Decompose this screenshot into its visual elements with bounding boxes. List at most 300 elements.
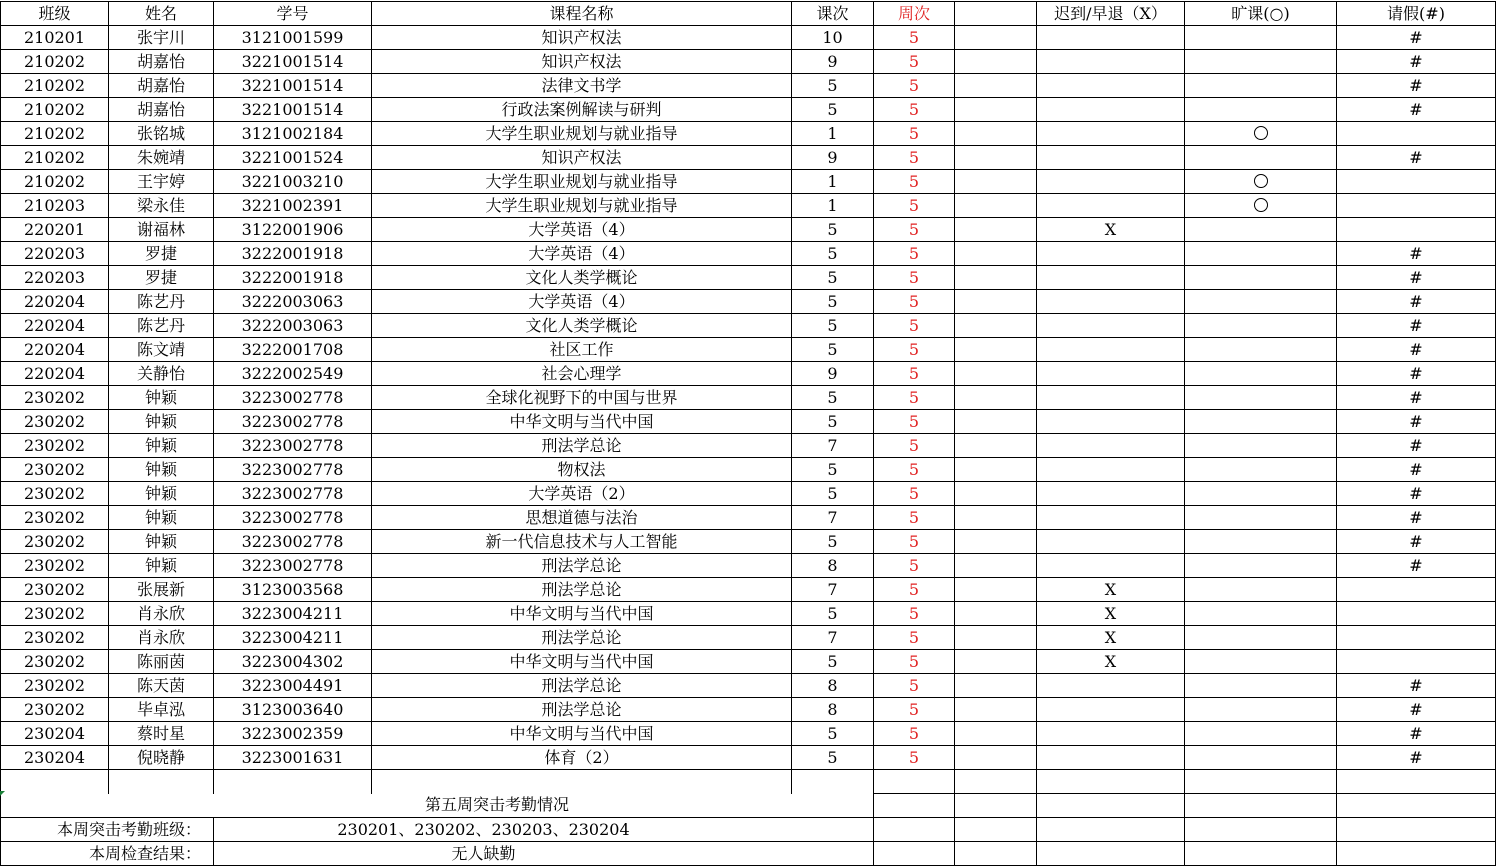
cell-late[interactable] bbox=[1037, 98, 1185, 122]
cell-student-id[interactable]: 3221002391 bbox=[214, 194, 372, 218]
table-cell[interactable] bbox=[1037, 770, 1185, 794]
table-cell[interactable] bbox=[1185, 842, 1337, 866]
cell-blank[interactable] bbox=[955, 146, 1037, 170]
cell-course[interactable]: 中华文明与当代中国 bbox=[372, 410, 792, 434]
header-late[interactable]: 迟到/早退（X） bbox=[1037, 2, 1185, 26]
cell-week[interactable]: 5 bbox=[874, 26, 955, 50]
cell-absent[interactable] bbox=[1185, 386, 1337, 410]
cell-student-id[interactable]: 3122001906 bbox=[214, 218, 372, 242]
cell-late[interactable] bbox=[1037, 458, 1185, 482]
table-cell[interactable] bbox=[1337, 842, 1496, 866]
cell-name[interactable]: 陈丽茵 bbox=[109, 650, 214, 674]
summary-title[interactable]: 第五周突击考勤情况 bbox=[1, 794, 874, 818]
cell-name[interactable]: 钟颖 bbox=[109, 482, 214, 506]
cell-week[interactable]: 5 bbox=[874, 746, 955, 770]
cell-session[interactable]: 8 bbox=[792, 674, 874, 698]
cell-leave[interactable]: # bbox=[1337, 554, 1496, 578]
cell-week[interactable]: 5 bbox=[874, 674, 955, 698]
cell-absent[interactable] bbox=[1185, 362, 1337, 386]
cell-student-id[interactable]: 3222002549 bbox=[214, 362, 372, 386]
cell-name[interactable]: 张宇川 bbox=[109, 26, 214, 50]
cell-absent[interactable] bbox=[1185, 746, 1337, 770]
cell-late[interactable] bbox=[1037, 122, 1185, 146]
cell-absent[interactable] bbox=[1185, 146, 1337, 170]
cell-absent[interactable] bbox=[1185, 434, 1337, 458]
cell-course[interactable]: 大学英语（2） bbox=[372, 482, 792, 506]
table-cell[interactable] bbox=[1, 770, 109, 794]
cell-class[interactable]: 230202 bbox=[1, 386, 109, 410]
cell-blank[interactable] bbox=[955, 218, 1037, 242]
cell-leave[interactable]: # bbox=[1337, 266, 1496, 290]
cell-name[interactable]: 钟颖 bbox=[109, 386, 214, 410]
table-cell[interactable] bbox=[1037, 842, 1185, 866]
cell-late[interactable] bbox=[1037, 194, 1185, 218]
header-blank[interactable] bbox=[955, 2, 1037, 26]
cell-class[interactable]: 220204 bbox=[1, 362, 109, 386]
cell-student-id[interactable]: 3223002359 bbox=[214, 722, 372, 746]
table-cell[interactable] bbox=[792, 770, 874, 794]
cell-late[interactable] bbox=[1037, 674, 1185, 698]
cell-student-id[interactable]: 3121001599 bbox=[214, 26, 372, 50]
cell-week[interactable]: 5 bbox=[874, 314, 955, 338]
cell-course[interactable]: 知识产权法 bbox=[372, 146, 792, 170]
cell-course[interactable]: 刑法学总论 bbox=[372, 578, 792, 602]
cell-week[interactable]: 5 bbox=[874, 218, 955, 242]
cell-late[interactable] bbox=[1037, 146, 1185, 170]
cell-leave[interactable]: # bbox=[1337, 506, 1496, 530]
cell-student-id[interactable]: 3223004491 bbox=[214, 674, 372, 698]
cell-blank[interactable] bbox=[955, 530, 1037, 554]
cell-week[interactable]: 5 bbox=[874, 194, 955, 218]
cell-class[interactable]: 230202 bbox=[1, 458, 109, 482]
cell-session[interactable]: 7 bbox=[792, 626, 874, 650]
cell-course[interactable]: 法律文书学 bbox=[372, 74, 792, 98]
cell-week[interactable]: 5 bbox=[874, 722, 955, 746]
cell-class[interactable]: 220203 bbox=[1, 242, 109, 266]
cell-class[interactable]: 230202 bbox=[1, 482, 109, 506]
cell-week[interactable]: 5 bbox=[874, 74, 955, 98]
cell-name[interactable]: 倪晓静 bbox=[109, 746, 214, 770]
cell-class[interactable]: 210202 bbox=[1, 146, 109, 170]
cell-student-id[interactable]: 3223002778 bbox=[214, 482, 372, 506]
table-cell[interactable] bbox=[874, 842, 955, 866]
cell-blank[interactable] bbox=[955, 746, 1037, 770]
cell-absent[interactable] bbox=[1185, 410, 1337, 434]
cell-session[interactable]: 1 bbox=[792, 122, 874, 146]
cell-leave[interactable]: # bbox=[1337, 26, 1496, 50]
cell-week[interactable]: 5 bbox=[874, 266, 955, 290]
cell-class[interactable]: 230202 bbox=[1, 506, 109, 530]
cell-leave[interactable] bbox=[1337, 650, 1496, 674]
cell-course[interactable]: 中华文明与当代中国 bbox=[372, 722, 792, 746]
cell-absent[interactable] bbox=[1185, 578, 1337, 602]
summary-classes-value[interactable]: 230201、230202、230203、230204 bbox=[214, 818, 874, 842]
cell-week[interactable]: 5 bbox=[874, 458, 955, 482]
cell-leave[interactable]: # bbox=[1337, 362, 1496, 386]
cell-course[interactable]: 中华文明与当代中国 bbox=[372, 650, 792, 674]
cell-late[interactable] bbox=[1037, 386, 1185, 410]
cell-course[interactable]: 刑法学总论 bbox=[372, 674, 792, 698]
cell-name[interactable]: 梁永佳 bbox=[109, 194, 214, 218]
cell-blank[interactable] bbox=[955, 122, 1037, 146]
cell-blank[interactable] bbox=[955, 74, 1037, 98]
cell-blank[interactable] bbox=[955, 506, 1037, 530]
cell-student-id[interactable]: 3223002778 bbox=[214, 434, 372, 458]
cell-course[interactable]: 大学英语（4） bbox=[372, 218, 792, 242]
cell-blank[interactable] bbox=[955, 290, 1037, 314]
cell-leave[interactable] bbox=[1337, 626, 1496, 650]
cell-late[interactable] bbox=[1037, 482, 1185, 506]
cell-class[interactable]: 230202 bbox=[1, 626, 109, 650]
cell-absent[interactable] bbox=[1185, 674, 1337, 698]
cell-student-id[interactable]: 3223002778 bbox=[214, 410, 372, 434]
cell-blank[interactable] bbox=[955, 170, 1037, 194]
cell-session[interactable]: 5 bbox=[792, 74, 874, 98]
cell-name[interactable]: 罗捷 bbox=[109, 266, 214, 290]
cell-name[interactable]: 胡嘉怡 bbox=[109, 98, 214, 122]
table-cell[interactable] bbox=[955, 794, 1037, 818]
table-cell[interactable] bbox=[955, 770, 1037, 794]
summary-result-value[interactable]: 无人缺勤 bbox=[214, 842, 874, 866]
cell-leave[interactable]: # bbox=[1337, 290, 1496, 314]
cell-absent[interactable] bbox=[1185, 698, 1337, 722]
cell-class[interactable]: 230202 bbox=[1, 554, 109, 578]
cell-class[interactable]: 230202 bbox=[1, 578, 109, 602]
header-course[interactable]: 课程名称 bbox=[372, 2, 792, 26]
cell-session[interactable]: 5 bbox=[792, 650, 874, 674]
cell-class[interactable]: 230204 bbox=[1, 746, 109, 770]
cell-absent[interactable] bbox=[1185, 722, 1337, 746]
cell-name[interactable]: 钟颖 bbox=[109, 458, 214, 482]
cell-absent[interactable] bbox=[1185, 290, 1337, 314]
cell-session[interactable]: 5 bbox=[792, 266, 874, 290]
cell-class[interactable]: 220203 bbox=[1, 266, 109, 290]
cell-late[interactable] bbox=[1037, 26, 1185, 50]
cell-class[interactable]: 210202 bbox=[1, 50, 109, 74]
cell-student-id[interactable]: 3223004302 bbox=[214, 650, 372, 674]
header-absent[interactable]: 旷课(○) bbox=[1185, 2, 1337, 26]
cell-student-id[interactable]: 3121002184 bbox=[214, 122, 372, 146]
cell-absent[interactable] bbox=[1185, 122, 1337, 146]
table-cell[interactable] bbox=[1185, 818, 1337, 842]
cell-course[interactable]: 行政法案例解读与研判 bbox=[372, 98, 792, 122]
cell-student-id[interactable]: 3221001514 bbox=[214, 98, 372, 122]
header-class[interactable]: 班级 bbox=[1, 2, 109, 26]
cell-blank[interactable] bbox=[955, 98, 1037, 122]
cell-leave[interactable]: # bbox=[1337, 146, 1496, 170]
cell-leave[interactable]: # bbox=[1337, 722, 1496, 746]
cell-week[interactable]: 5 bbox=[874, 362, 955, 386]
cell-week[interactable]: 5 bbox=[874, 98, 955, 122]
cell-absent[interactable] bbox=[1185, 194, 1337, 218]
cell-week[interactable]: 5 bbox=[874, 698, 955, 722]
cell-absent[interactable] bbox=[1185, 26, 1337, 50]
cell-name[interactable]: 肖永欣 bbox=[109, 602, 214, 626]
cell-name[interactable]: 陈艺丹 bbox=[109, 314, 214, 338]
cell-course[interactable]: 中华文明与当代中国 bbox=[372, 602, 792, 626]
cell-blank[interactable] bbox=[955, 458, 1037, 482]
cell-late[interactable] bbox=[1037, 410, 1185, 434]
cell-leave[interactable]: # bbox=[1337, 482, 1496, 506]
cell-week[interactable]: 5 bbox=[874, 554, 955, 578]
cell-blank[interactable] bbox=[955, 242, 1037, 266]
cell-week[interactable]: 5 bbox=[874, 338, 955, 362]
cell-leave[interactable]: # bbox=[1337, 434, 1496, 458]
cell-course[interactable]: 社会心理学 bbox=[372, 362, 792, 386]
cell-absent[interactable] bbox=[1185, 650, 1337, 674]
cell-leave[interactable] bbox=[1337, 578, 1496, 602]
cell-session[interactable]: 5 bbox=[792, 722, 874, 746]
cell-week[interactable]: 5 bbox=[874, 122, 955, 146]
table-cell[interactable] bbox=[874, 794, 955, 818]
cell-absent[interactable] bbox=[1185, 266, 1337, 290]
cell-name[interactable]: 陈艺丹 bbox=[109, 290, 214, 314]
cell-blank[interactable] bbox=[955, 266, 1037, 290]
header-name[interactable]: 姓名 bbox=[109, 2, 214, 26]
cell-leave[interactable]: # bbox=[1337, 746, 1496, 770]
cell-class[interactable]: 230202 bbox=[1, 434, 109, 458]
cell-session[interactable]: 5 bbox=[792, 530, 874, 554]
cell-course[interactable]: 新一代信息技术与人工智能 bbox=[372, 530, 792, 554]
cell-late[interactable] bbox=[1037, 746, 1185, 770]
cell-name[interactable]: 毕卓泓 bbox=[109, 698, 214, 722]
cell-late[interactable] bbox=[1037, 434, 1185, 458]
table-cell[interactable] bbox=[955, 818, 1037, 842]
cell-absent[interactable] bbox=[1185, 458, 1337, 482]
cell-course[interactable]: 思想道德与法治 bbox=[372, 506, 792, 530]
cell-absent[interactable] bbox=[1185, 626, 1337, 650]
cell-student-id[interactable]: 3221001524 bbox=[214, 146, 372, 170]
cell-blank[interactable] bbox=[955, 698, 1037, 722]
cell-session[interactable]: 9 bbox=[792, 50, 874, 74]
cell-blank[interactable] bbox=[955, 410, 1037, 434]
cell-absent[interactable] bbox=[1185, 554, 1337, 578]
cell-student-id[interactable]: 3221001514 bbox=[214, 50, 372, 74]
cell-absent[interactable] bbox=[1185, 170, 1337, 194]
cell-blank[interactable] bbox=[955, 650, 1037, 674]
cell-name[interactable]: 王宇婷 bbox=[109, 170, 214, 194]
table-cell[interactable] bbox=[1037, 818, 1185, 842]
cell-session[interactable]: 5 bbox=[792, 386, 874, 410]
cell-name[interactable]: 钟颖 bbox=[109, 530, 214, 554]
cell-absent[interactable] bbox=[1185, 50, 1337, 74]
cell-week[interactable]: 5 bbox=[874, 506, 955, 530]
cell-leave[interactable] bbox=[1337, 170, 1496, 194]
cell-student-id[interactable]: 3123003640 bbox=[214, 698, 372, 722]
cell-student-id[interactable]: 3223002778 bbox=[214, 458, 372, 482]
cell-week[interactable]: 5 bbox=[874, 626, 955, 650]
cell-course[interactable]: 体育（2） bbox=[372, 746, 792, 770]
cell-course[interactable]: 文化人类学概论 bbox=[372, 314, 792, 338]
cell-student-id[interactable]: 3223002778 bbox=[214, 554, 372, 578]
cell-session[interactable]: 8 bbox=[792, 554, 874, 578]
cell-session[interactable]: 8 bbox=[792, 698, 874, 722]
cell-course[interactable]: 刑法学总论 bbox=[372, 554, 792, 578]
cell-leave[interactable]: # bbox=[1337, 458, 1496, 482]
cell-late[interactable] bbox=[1037, 170, 1185, 194]
cell-week[interactable]: 5 bbox=[874, 434, 955, 458]
cell-course[interactable]: 大学英语（4） bbox=[372, 290, 792, 314]
cell-absent[interactable] bbox=[1185, 530, 1337, 554]
table-cell[interactable] bbox=[1337, 794, 1496, 818]
cell-week[interactable]: 5 bbox=[874, 170, 955, 194]
cell-session[interactable]: 5 bbox=[792, 338, 874, 362]
fill-handle-marker[interactable] bbox=[0, 791, 5, 796]
table-cell[interactable] bbox=[109, 770, 214, 794]
header-leave[interactable]: 请假(#) bbox=[1337, 2, 1496, 26]
cell-student-id[interactable]: 3222001918 bbox=[214, 266, 372, 290]
cell-course[interactable]: 刑法学总论 bbox=[372, 434, 792, 458]
summary-classes-label[interactable]: 本周突击考勤班级： bbox=[1, 818, 214, 842]
cell-late[interactable]: X bbox=[1037, 578, 1185, 602]
cell-session[interactable]: 5 bbox=[792, 242, 874, 266]
cell-student-id[interactable]: 3223001631 bbox=[214, 746, 372, 770]
cell-name[interactable]: 蔡时星 bbox=[109, 722, 214, 746]
cell-name[interactable]: 谢福林 bbox=[109, 218, 214, 242]
cell-absent[interactable] bbox=[1185, 338, 1337, 362]
cell-leave[interactable] bbox=[1337, 602, 1496, 626]
table-cell[interactable] bbox=[372, 770, 792, 794]
cell-blank[interactable] bbox=[955, 602, 1037, 626]
cell-session[interactable]: 1 bbox=[792, 170, 874, 194]
cell-week[interactable]: 5 bbox=[874, 146, 955, 170]
cell-leave[interactable]: # bbox=[1337, 74, 1496, 98]
cell-name[interactable]: 胡嘉怡 bbox=[109, 50, 214, 74]
cell-blank[interactable] bbox=[955, 674, 1037, 698]
table-cell[interactable] bbox=[874, 818, 955, 842]
cell-blank[interactable] bbox=[955, 26, 1037, 50]
cell-name[interactable]: 罗捷 bbox=[109, 242, 214, 266]
cell-student-id[interactable]: 3223004211 bbox=[214, 626, 372, 650]
cell-leave[interactable]: # bbox=[1337, 386, 1496, 410]
cell-course[interactable]: 社区工作 bbox=[372, 338, 792, 362]
cell-late[interactable] bbox=[1037, 290, 1185, 314]
cell-student-id[interactable]: 3123003568 bbox=[214, 578, 372, 602]
cell-blank[interactable] bbox=[955, 50, 1037, 74]
cell-session[interactable]: 5 bbox=[792, 290, 874, 314]
cell-late[interactable] bbox=[1037, 698, 1185, 722]
cell-late[interactable] bbox=[1037, 554, 1185, 578]
cell-late[interactable] bbox=[1037, 74, 1185, 98]
cell-session[interactable]: 5 bbox=[792, 482, 874, 506]
cell-leave[interactable] bbox=[1337, 122, 1496, 146]
cell-week[interactable]: 5 bbox=[874, 578, 955, 602]
cell-week[interactable]: 5 bbox=[874, 602, 955, 626]
cell-name[interactable]: 关静怡 bbox=[109, 362, 214, 386]
cell-blank[interactable] bbox=[955, 554, 1037, 578]
header-session[interactable]: 课次 bbox=[792, 2, 874, 26]
cell-leave[interactable]: # bbox=[1337, 50, 1496, 74]
cell-course[interactable]: 刑法学总论 bbox=[372, 698, 792, 722]
cell-blank[interactable] bbox=[955, 314, 1037, 338]
cell-name[interactable]: 陈天茵 bbox=[109, 674, 214, 698]
cell-blank[interactable] bbox=[955, 338, 1037, 362]
table-cell[interactable] bbox=[1185, 794, 1337, 818]
cell-absent[interactable] bbox=[1185, 482, 1337, 506]
cell-late[interactable] bbox=[1037, 362, 1185, 386]
cell-name[interactable]: 钟颖 bbox=[109, 506, 214, 530]
cell-session[interactable]: 10 bbox=[792, 26, 874, 50]
cell-course[interactable]: 大学生职业规划与就业指导 bbox=[372, 122, 792, 146]
cell-absent[interactable] bbox=[1185, 98, 1337, 122]
cell-session[interactable]: 5 bbox=[792, 218, 874, 242]
cell-class[interactable]: 230202 bbox=[1, 650, 109, 674]
cell-leave[interactable]: # bbox=[1337, 242, 1496, 266]
cell-late[interactable] bbox=[1037, 50, 1185, 74]
cell-leave[interactable]: # bbox=[1337, 338, 1496, 362]
cell-session[interactable]: 7 bbox=[792, 578, 874, 602]
cell-name[interactable]: 朱婉靖 bbox=[109, 146, 214, 170]
cell-course[interactable]: 文化人类学概论 bbox=[372, 266, 792, 290]
cell-late[interactable] bbox=[1037, 242, 1185, 266]
cell-absent[interactable] bbox=[1185, 218, 1337, 242]
cell-week[interactable]: 5 bbox=[874, 290, 955, 314]
summary-result-label[interactable]: 本周检查结果： bbox=[1, 842, 214, 866]
cell-week[interactable]: 5 bbox=[874, 482, 955, 506]
cell-class[interactable]: 230202 bbox=[1, 674, 109, 698]
cell-blank[interactable] bbox=[955, 362, 1037, 386]
cell-leave[interactable]: # bbox=[1337, 674, 1496, 698]
cell-absent[interactable] bbox=[1185, 314, 1337, 338]
cell-session[interactable]: 7 bbox=[792, 434, 874, 458]
header-week[interactable]: 周次 bbox=[874, 2, 955, 26]
cell-session[interactable]: 5 bbox=[792, 746, 874, 770]
cell-absent[interactable] bbox=[1185, 602, 1337, 626]
cell-course[interactable]: 全球化视野下的中国与世界 bbox=[372, 386, 792, 410]
cell-class[interactable]: 220204 bbox=[1, 290, 109, 314]
cell-class[interactable]: 210202 bbox=[1, 122, 109, 146]
cell-course[interactable]: 物权法 bbox=[372, 458, 792, 482]
cell-session[interactable]: 5 bbox=[792, 98, 874, 122]
cell-student-id[interactable]: 3223002778 bbox=[214, 386, 372, 410]
cell-blank[interactable] bbox=[955, 194, 1037, 218]
cell-leave[interactable]: # bbox=[1337, 530, 1496, 554]
cell-student-id[interactable]: 3223004211 bbox=[214, 602, 372, 626]
cell-blank[interactable] bbox=[955, 434, 1037, 458]
cell-late[interactable]: X bbox=[1037, 218, 1185, 242]
cell-student-id[interactable]: 3222001918 bbox=[214, 242, 372, 266]
cell-course[interactable]: 知识产权法 bbox=[372, 50, 792, 74]
table-cell[interactable] bbox=[1185, 770, 1337, 794]
cell-class[interactable]: 230204 bbox=[1, 722, 109, 746]
cell-blank[interactable] bbox=[955, 578, 1037, 602]
cell-name[interactable]: 胡嘉怡 bbox=[109, 74, 214, 98]
cell-late[interactable]: X bbox=[1037, 602, 1185, 626]
cell-student-id[interactable]: 3222003063 bbox=[214, 290, 372, 314]
cell-absent[interactable] bbox=[1185, 242, 1337, 266]
cell-student-id[interactable]: 3222003063 bbox=[214, 314, 372, 338]
cell-blank[interactable] bbox=[955, 722, 1037, 746]
cell-week[interactable]: 5 bbox=[874, 410, 955, 434]
cell-course[interactable]: 刑法学总论 bbox=[372, 626, 792, 650]
cell-late[interactable]: X bbox=[1037, 626, 1185, 650]
cell-week[interactable]: 5 bbox=[874, 242, 955, 266]
cell-course[interactable]: 知识产权法 bbox=[372, 26, 792, 50]
cell-class[interactable]: 210202 bbox=[1, 98, 109, 122]
cell-session[interactable]: 7 bbox=[792, 506, 874, 530]
cell-class[interactable]: 210201 bbox=[1, 26, 109, 50]
cell-class[interactable]: 210202 bbox=[1, 74, 109, 98]
cell-late[interactable] bbox=[1037, 338, 1185, 362]
cell-leave[interactable]: # bbox=[1337, 410, 1496, 434]
cell-session[interactable]: 5 bbox=[792, 410, 874, 434]
cell-class[interactable]: 230202 bbox=[1, 410, 109, 434]
cell-late[interactable] bbox=[1037, 506, 1185, 530]
cell-blank[interactable] bbox=[955, 386, 1037, 410]
cell-class[interactable]: 230202 bbox=[1, 530, 109, 554]
cell-absent[interactable] bbox=[1185, 506, 1337, 530]
cell-name[interactable]: 张展新 bbox=[109, 578, 214, 602]
